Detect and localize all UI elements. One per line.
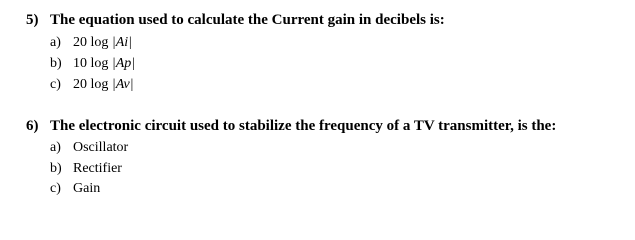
question-5-option-a <box>50 34 132 52</box>
option-letter: b) <box>50 56 62 71</box>
question-5-option-b <box>50 55 135 73</box>
option-text: Oscillator <box>73 140 129 155</box>
option-text: Rectifier <box>73 161 122 176</box>
option-math-expression: |Ap| <box>111 56 136 71</box>
question-6-option-a <box>50 139 128 157</box>
option-text: 10 log <box>73 56 112 71</box>
option-math-expression: |Av| <box>111 77 134 92</box>
option-text: Gain <box>73 181 101 196</box>
option-text: 20 log <box>73 35 112 50</box>
option-letter: c) <box>50 77 61 92</box>
option-letter: a) <box>50 35 61 50</box>
question-number: 6) <box>26 118 39 134</box>
option-letter: c) <box>50 181 61 196</box>
question-number: 5) <box>26 12 39 28</box>
question-6-option-b <box>50 160 122 178</box>
option-math-expression: |Ai| <box>111 35 133 50</box>
question-text: The equation used to calculate the Current gain in decibels is: <box>50 12 445 28</box>
question-5-option-c <box>50 76 134 94</box>
question-text: The electronic circuit used to stabilize the frequency of a TV transmitter, is the: <box>50 118 557 134</box>
question-5-stem <box>26 11 445 29</box>
option-text: 20 log <box>73 77 112 92</box>
option-letter: b) <box>50 161 62 176</box>
question-6-option-c <box>50 180 100 198</box>
option-letter: a) <box>50 140 61 155</box>
question-6-stem <box>26 117 556 135</box>
